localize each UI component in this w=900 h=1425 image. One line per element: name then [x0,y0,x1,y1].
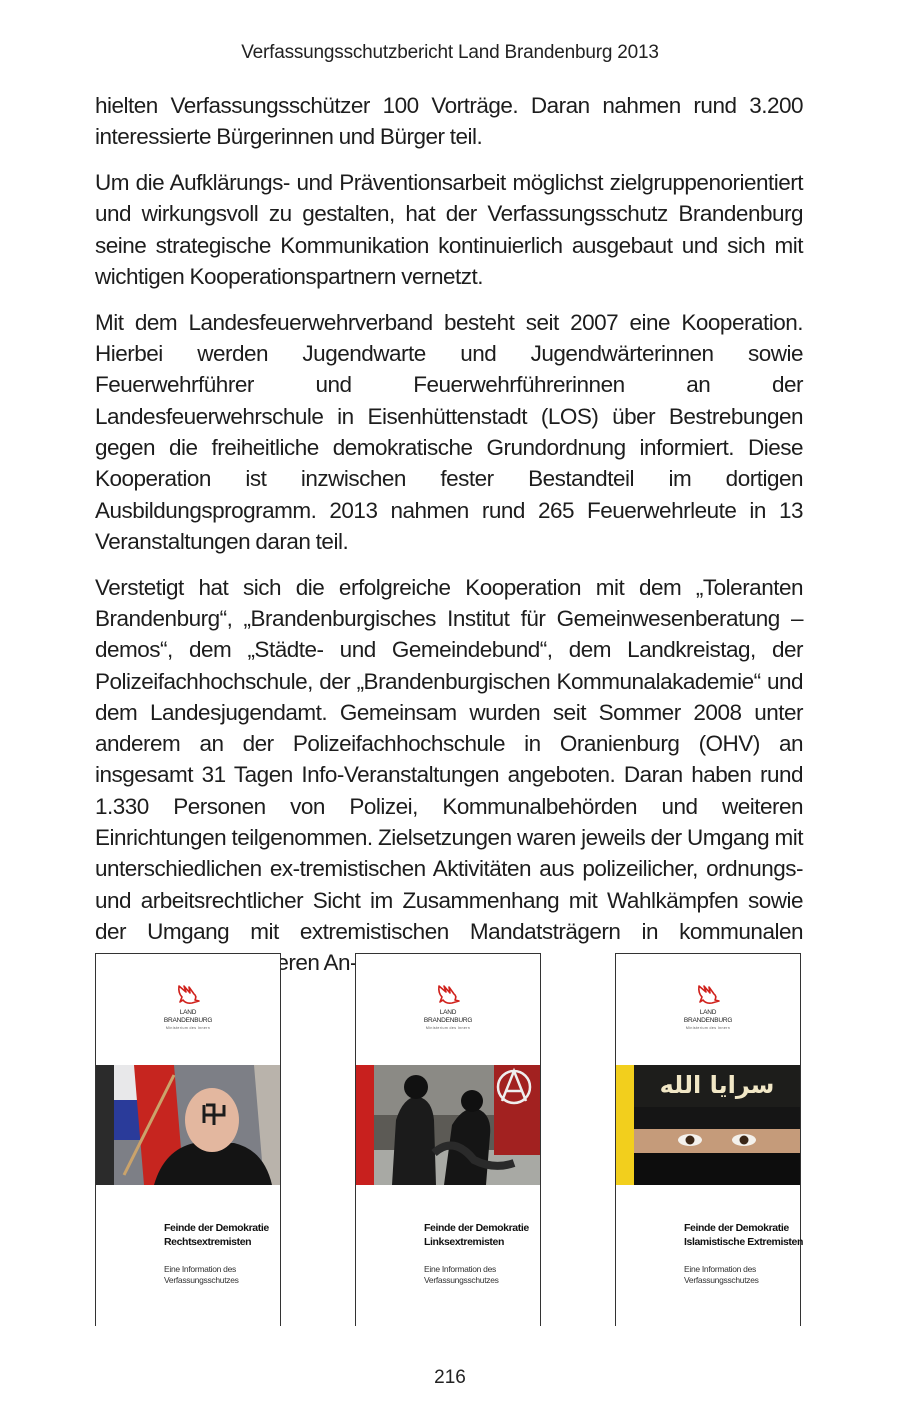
cover-photo-rechtsextremisten [114,1065,280,1185]
brochure-title [164,1221,284,1249]
logo-ministry: Ministerium des Innern [685,1026,731,1030]
running-header: Verfassungsschutzbericht Land Brandenburg 2013 [241,42,659,63]
brochure-subtitle [424,1264,544,1286]
brochure-subtitle [684,1264,804,1286]
eagle-icon [173,982,203,1008]
logo-line: LAND [439,1009,457,1016]
subtitle-line: Verfassungsschutzes [424,1275,499,1285]
logo-line: LAND [179,1009,197,1016]
brochure-linksextremisten [355,953,541,1326]
title-line: Linksextremisten [424,1236,504,1248]
brochure-subtitle [164,1264,284,1286]
color-band [96,1065,114,1185]
color-band [616,1065,634,1185]
eagle-icon [693,982,723,1008]
brochure-title [424,1221,544,1249]
logo-line: LAND [699,1009,717,1016]
paragraph: hielten Verfassungsschützer 100 Vorträge. Daran nahmen rund 3.200 interessierte Bürgerinnen und Bürger teil. [95,93,803,150]
logo-ministry: Ministerium des Innern [165,1026,211,1030]
title-line: Feinde der Demokratie [164,1222,269,1234]
logo-ministry: Ministerium des Innern [425,1026,471,1030]
subtitle-line: Eine Information des [684,1264,756,1274]
subtitle-line: Eine Information des [164,1264,236,1274]
paragraph: Verstetigt hat sich die erfolgreiche Kooperation mit dem „Toleranten Brandenburg“, „Brandenburgisches Institut für Gemeinwesenberatung – demos“, dem „Städte- und Gemeindebund“, dem Landkreistag, der Polizeifachhochschule, der „Brandenburgischen Kommunalakademie“ und dem Landesjugendamt. Gemeinsam wurden seit Sommer 2008 unter anderem an der Polizeifachhochschule in Oranienburg (OHV) an insgesamt 31 Tagen Info-Veranstaltungen angeboten. Daran haben rund 1.330 Personen von Polizei, Kommunalbehörden und weiteren Einrichtungen teilgenommen. Zielsetzungen waren jeweils der Umgang mit unterschiedlichen ex-tremistischen Aktivitäten aus polizeilicher, ordnungs- und arbeitsrechtlicher Sicht im Zusammenhang mit Wahlkämpfen sowie der Umgang mit extremistischen Mandatsträgern in kommunalen deren An- [95,574,803,976]
paragraph: Mit dem Landesfeuerwehrverband besteht seit 2007 eine Kooperation. Hierbei werden Jugendwarte und Jugendwärterinnen sowie Feuerwehrführer und Feuerwehrführerinnen an der Landesfeuerwehrschule in Eisenhüttenstadt (LOS) über Bestrebungen gegen die freiheitliche demokratische Grundordnung informiert. Diese Kooperation ist inzwischen fester Bestandteil im dortigen Ausbildungsprogramm. 2013 nahmen rund 265 Feuerwehrleute in 13 Veranstaltungen daran teil. [95,309,803,554]
cover-photo-islamistische-extremisten [634,1065,800,1185]
subtitle-line: Eine Information des [424,1264,496,1274]
title-line: Rechtsextremisten [164,1236,252,1248]
subtitle-line: Verfassungsschutzes [164,1275,239,1285]
title-line: Feinde der Demokratie [684,1222,789,1234]
logo-line: BRANDENBURG [163,1017,213,1024]
brochure-islamistische-extremisten [615,953,801,1326]
subtitle-line: Verfassungsschutzes [684,1275,759,1285]
photo-banner-text: سرايا الله [659,1071,775,1099]
brandenburg-logo [356,982,540,1030]
brandenburg-logo [96,982,280,1030]
title-line: Islamistische Extremisten [684,1236,803,1248]
page-number: 216 [434,1367,466,1388]
eagle-icon [433,982,463,1008]
title-line: Feinde der Demokratie [424,1222,529,1234]
brochure-rechtsextremisten [95,953,281,1326]
body-text [95,90,803,993]
logo-line: BRANDENBURG [683,1017,733,1024]
cover-photo-linksextremisten [374,1065,540,1185]
brochure-gallery [0,953,900,1328]
brochure-title [684,1221,804,1249]
paragraph: Um die Aufklärungs- und Präventionsarbeit möglichst zielgruppenorientiert und wirkungsvoll zu gestalten, hat der Verfassungsschutz Brandenburg seine strategische Kommunikation kontinuierlich ausgebaut und sich mit wichtigen Kooperationspartnern vernetzt. [95,170,803,289]
brandenburg-logo [616,982,800,1030]
color-band [356,1065,374,1185]
logo-line: BRANDENBURG [423,1017,473,1024]
